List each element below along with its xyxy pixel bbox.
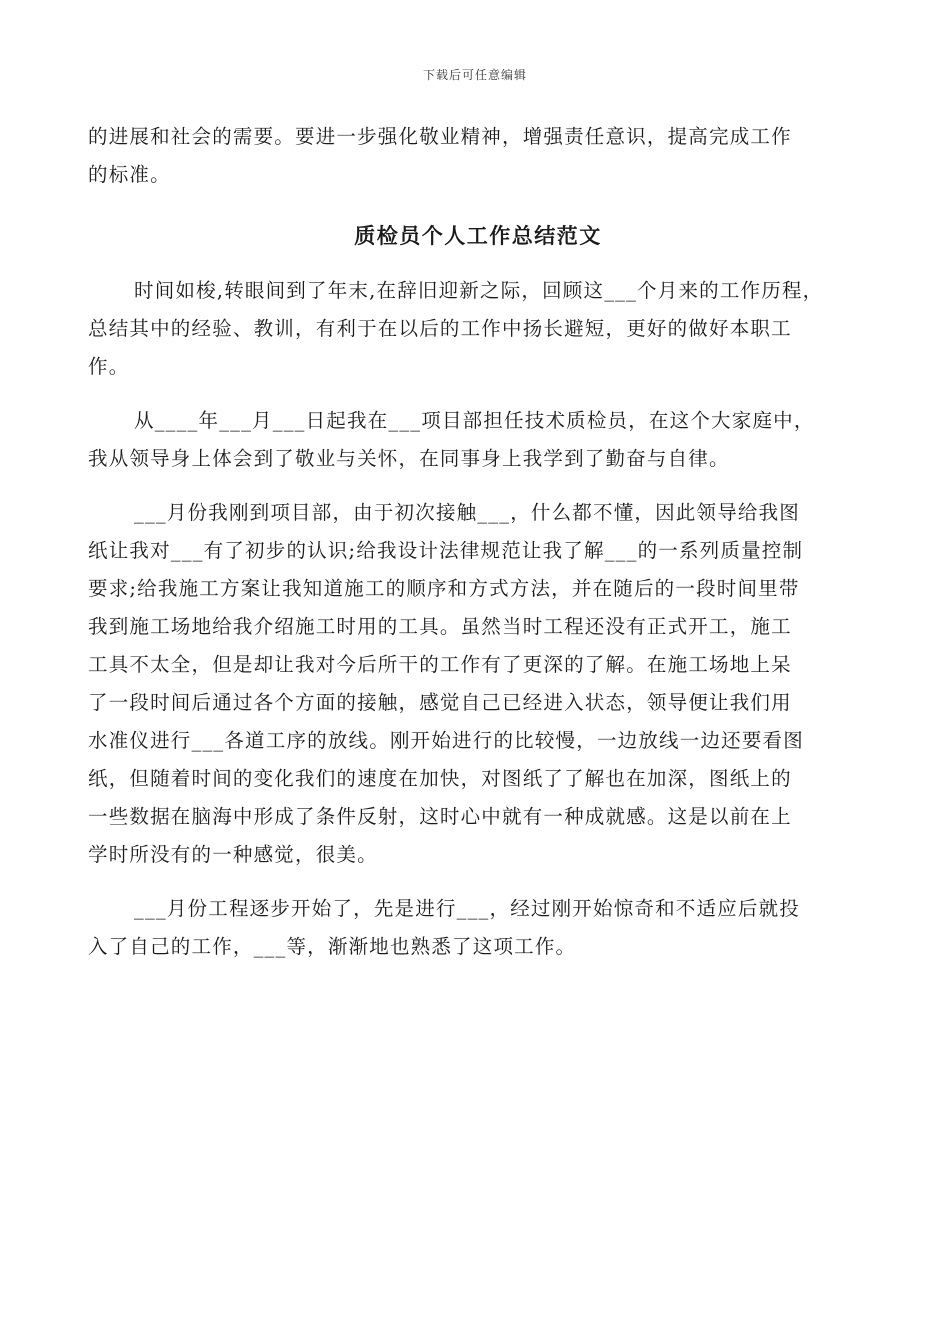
- text-line: 纸，但随着时间的变化我们的速度在加快，对图纸了了解也在加深，图纸上的: [88, 767, 792, 790]
- text-line: 的标准。: [88, 163, 171, 186]
- text-line: 水准仪进行___各道工序的放线。刚开始进行的比较慢，一边放线一边还要看图: [88, 729, 804, 752]
- text-line: 要求;给我施工方案让我知道施工的顺序和方式方法，并在随后的一段时间里带: [88, 577, 800, 600]
- text-line: 工具不太全，但是却让我对今后所干的工作有了更深的了解。在施工场地上呆: [88, 653, 792, 676]
- document-body: [88, 118, 868, 966]
- paragraph-3: [88, 494, 868, 874]
- text-line: 一些数据在脑海中形成了条件反射，这时心中就有一种成就感。这是以前在上: [88, 805, 792, 828]
- paragraph-2: [88, 402, 868, 478]
- text-line: 总结其中的经验、教训，有利于在以后的工作中扬长避短，更好的做好本职工: [88, 317, 792, 340]
- text-line: 的进展和社会的需要。要进一步强化敬业精神，增强责任意识，提高完成工作: [88, 125, 792, 148]
- text-line: 纸让我对___有了初步的认识;给我设计法律规范让我了解___的一系列质量控制: [88, 539, 804, 562]
- text-line: 了一段时间后通过各个方面的接触，感觉自己已经进入状态，领导便让我们用: [88, 691, 792, 714]
- text-line: 时间如梭,转眼间到了年末,在辞旧迎新之际，回顾这___个月来的工作历程，: [134, 279, 824, 302]
- document-title: 质检员个人工作总结范文: [354, 224, 602, 248]
- text-line: ___月份我刚到项目部，由于初次接触___，什么都不懂，因此领导给我图: [134, 501, 801, 524]
- paragraph-4: [88, 890, 868, 966]
- intro-paragraph: [88, 118, 868, 194]
- text-line: 作。: [88, 355, 130, 378]
- paragraph-1: [88, 272, 868, 386]
- header-note: 下载后可任意编辑: [422, 68, 527, 82]
- text-line: ___月份工程逐步开始了，先是进行___，经过刚开始惊奇和不适应后就投: [134, 897, 801, 920]
- text-line: 从____年___月___日起我在___项目部担任技术质检员，在这个大家庭中，: [134, 409, 815, 432]
- text-line: 入了自己的工作，___等，渐渐地也熟悉了这项工作。: [88, 935, 577, 958]
- text-line: 学时所没有的一种感觉，很美。: [88, 843, 378, 866]
- text-line: 我到施工场地给我介绍施工时用的工具。虽然当时工程还没有正式开工，施工: [88, 615, 792, 638]
- text-line: 我从领导身上体会到了敬业与关怀，在同事身上我学到了勤奋与自律。: [88, 447, 730, 470]
